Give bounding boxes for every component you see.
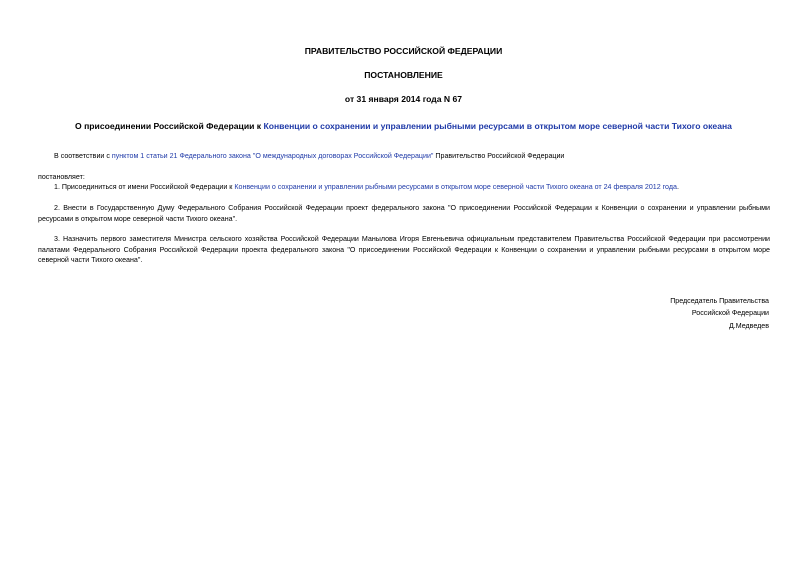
- item-2-paragraph: 2. Внести в Государственную Думу Федерального Собрания Российской Федерации проект федерального закона "О присоединении Российской Федерации к Конвенции о сохранении и управлении рыбными ресурсами в открытом море северной части Тихого океана".: [38, 204, 770, 223]
- item-1-before: 1. Присоединиться от имени Российской Федерации к: [54, 183, 235, 191]
- document-title: [0, 121, 807, 131]
- item-1-paragraph: [54, 182, 679, 193]
- item-3-paragraph: 3. Назначить первого заместителя Министра сельского хозяйства Российской Федерации Манылова Игоря Евгеньевича официальным представителем Правительства Российской Федерации при рассмотрении палатами Федерального Собрания Российской Федерации проекта федерального закона "О присоединении Российской Федерации к Конвенции о сохранении и управлении рыбными ресурсами в открытом море северной части Тихого океана".: [38, 235, 770, 265]
- signature-line-1: Председатель Правительства: [670, 297, 769, 305]
- signature-line-2: Российской Федерации: [691, 309, 769, 318]
- title-prefix: О присоединении Российской Федерации к: [75, 121, 264, 131]
- government-heading: ПРАВИТЕЛЬСТВО РОССИЙСКОЙ ФЕДЕРАЦИИ: [304, 46, 503, 56]
- convention-title-link[interactable]: Конвенции о сохранении и управлении рыбными ресурсами в открытом море северной части Тихого океана: [263, 121, 732, 131]
- preamble-after: Правительство Российской Федерации: [433, 152, 565, 160]
- signature-name: Д.Медведев: [728, 321, 769, 330]
- convention-link[interactable]: Конвенции о сохранении и управлении рыбными ресурсами в открытом море северной части Тихого океана от 24 февраля 2012 года: [234, 183, 677, 191]
- item-1-after: .: [676, 183, 679, 191]
- document-type-heading: ПОСТАНОВЛЕНИЕ: [364, 70, 443, 80]
- signature-block: [670, 295, 769, 332]
- preamble-paragraph: [54, 151, 564, 162]
- date-number-heading: от 31 января 2014 года N 67: [344, 94, 463, 104]
- federal-law-link[interactable]: пунктом 1 статьи 21 Федерального закона "О международных договорах Российской Федерации": [111, 152, 434, 160]
- decides-text: постановляет:: [38, 173, 85, 181]
- preamble-before: В соответствии с: [54, 152, 112, 160]
